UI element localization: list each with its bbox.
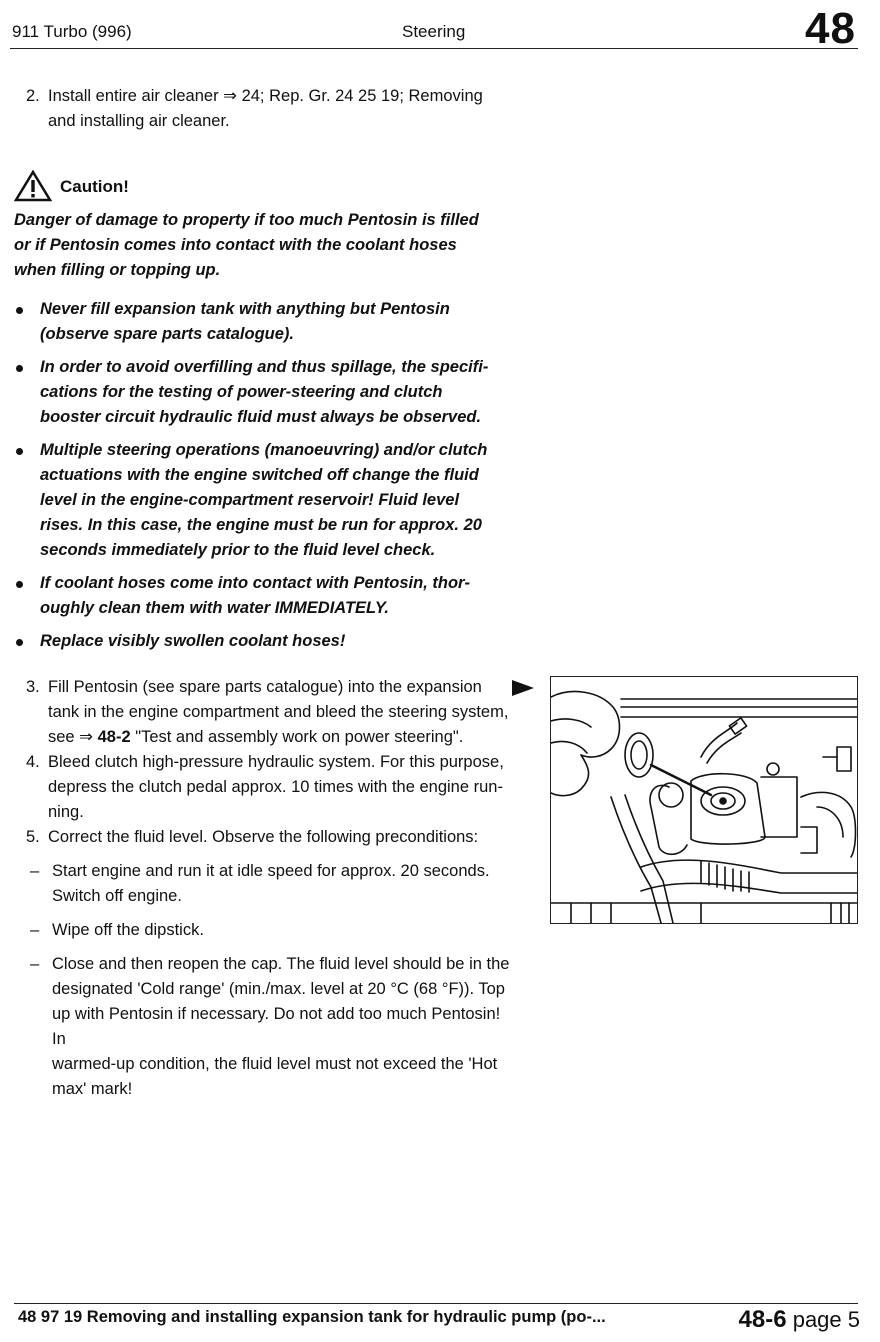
dash-mark: – <box>30 862 40 880</box>
bullet-line: cations for the testing of power-steering and clutch <box>40 383 443 401</box>
bullet-dot <box>16 448 23 455</box>
caution-bullet <box>14 297 514 347</box>
figure-illustration <box>550 676 858 924</box>
caution-block <box>14 170 514 654</box>
footer-section-page: 48-6 <box>738 1306 787 1333</box>
pointer-arrow-icon <box>512 680 534 696</box>
bullet-line: If coolant hoses come into contact with Pentosin, thor- <box>40 574 470 592</box>
dash-line: Close and then reopen the cap. The fluid level should be in the <box>52 955 510 973</box>
bullet-line: booster circuit hydraulic fluid must always be observed. <box>40 408 482 426</box>
bullet-line: In order to avoid overfilling and thus spillage, the specifi- <box>40 358 489 376</box>
dash-line: Switch off engine. <box>52 887 182 905</box>
dash-item <box>14 859 514 909</box>
step-text-line: Fill Pentosin (see spare parts catalogue) into the expansion <box>48 678 482 696</box>
bullet-dot <box>16 307 23 314</box>
dash-item <box>14 952 514 1102</box>
bullet-line: Never fill expansion tank with anything but Pentosin <box>40 300 450 318</box>
bullet-dot <box>16 581 23 588</box>
bullet-line: seconds immediately prior to the fluid level check. <box>40 541 436 559</box>
warning-triangle-icon <box>14 170 52 202</box>
step-number: 2. <box>26 87 40 105</box>
bullet-line: Multiple steering operations (manoeuvring) and/or clutch <box>40 441 488 459</box>
step-text-line: Bleed clutch high-pressure hydraulic system. For this purpose, <box>48 753 504 771</box>
step-text-line <box>48 725 514 750</box>
step-text-line: Install entire air cleaner ⇒ 24; Rep. Gr. 24 25 19; Removing <box>48 87 483 105</box>
caution-bullet <box>14 629 514 654</box>
bullet-line: oughly clean them with water IMMEDIATELY. <box>40 599 389 617</box>
steps-block <box>14 675 514 1102</box>
footer-rule <box>14 1303 858 1304</box>
ref-prefix: see ⇒ <box>48 728 98 746</box>
caution-line: Danger of damage to property if too much Pentosin is filled <box>14 211 479 229</box>
dash-mark: – <box>30 955 40 973</box>
step-text-line: depress the clutch pedal approx. 10 times with the engine run- <box>48 778 503 796</box>
step-number: 5. <box>26 828 40 846</box>
header-model: 911 Turbo (996) <box>12 22 132 41</box>
footer-page-number <box>739 1306 860 1334</box>
step-5 <box>14 825 514 850</box>
footer-page-label: page 5 <box>786 1307 860 1332</box>
dash-item <box>14 918 514 943</box>
bullet-line: level in the engine-compartment reservoir! Fluid level <box>40 491 460 509</box>
caution-line: when filling or topping up. <box>14 261 221 279</box>
step-text-line: Correct the fluid level. Observe the following preconditions: <box>48 828 479 846</box>
caution-bullet <box>14 355 514 430</box>
step-text-line: and installing air cleaner. <box>48 112 230 130</box>
caution-title: Caution! <box>60 176 129 196</box>
bullet-line: (observe spare parts catalogue). <box>40 325 295 343</box>
dipstick-reservoir-illustration <box>551 677 857 923</box>
step-3 <box>14 675 514 750</box>
dash-line: designated 'Cold range' (min./max. level at 20 °C (68 °F)). Top <box>52 980 505 998</box>
step-4 <box>14 750 514 825</box>
caution-line: or if Pentosin comes into contact with the coolant hoses <box>14 236 457 254</box>
dash-mark: – <box>30 921 40 939</box>
caution-bullet <box>14 571 514 621</box>
bullet-line: rises. In this case, the engine must be run for approx. 20 <box>40 516 482 534</box>
dash-line: up with Pentosin if necessary. Do not add too much Pentosin! In <box>52 1005 501 1048</box>
bullet-line: Replace visibly swollen coolant hoses! <box>40 632 346 650</box>
step-number: 4. <box>26 753 40 771</box>
dash-line: max' mark! <box>52 1080 133 1098</box>
step-text-line: tank in the engine compartment and bleed the steering system, <box>48 703 509 721</box>
caution-bullet <box>14 438 514 563</box>
header-rule <box>10 48 858 49</box>
bullet-dot <box>16 365 23 372</box>
dash-line: warmed-up condition, the fluid level must not exceed the 'Hot <box>52 1055 498 1073</box>
cross-reference-link[interactable]: 48-2 <box>97 728 131 746</box>
header-chapter: 48 <box>805 4 856 53</box>
ref-suffix: "Test and assembly work on power steering". <box>130 728 464 746</box>
step-text-line: ning. <box>48 803 84 821</box>
caution-heading <box>14 170 514 202</box>
dash-line: Start engine and run it at idle speed for approx. 20 seconds. <box>52 862 490 880</box>
caution-text <box>14 208 514 283</box>
bullet-line: actuations with the engine switched off change the fluid <box>40 466 479 484</box>
step-2 <box>14 84 514 134</box>
step-number: 3. <box>26 678 40 696</box>
header-section: Steering <box>402 22 466 41</box>
footer-title: 48 97 19 Removing and installing expansion tank for hydraulic pump (po-... <box>18 1308 606 1326</box>
dash-line: Wipe off the dipstick. <box>52 921 204 939</box>
bullet-dot <box>16 639 23 646</box>
